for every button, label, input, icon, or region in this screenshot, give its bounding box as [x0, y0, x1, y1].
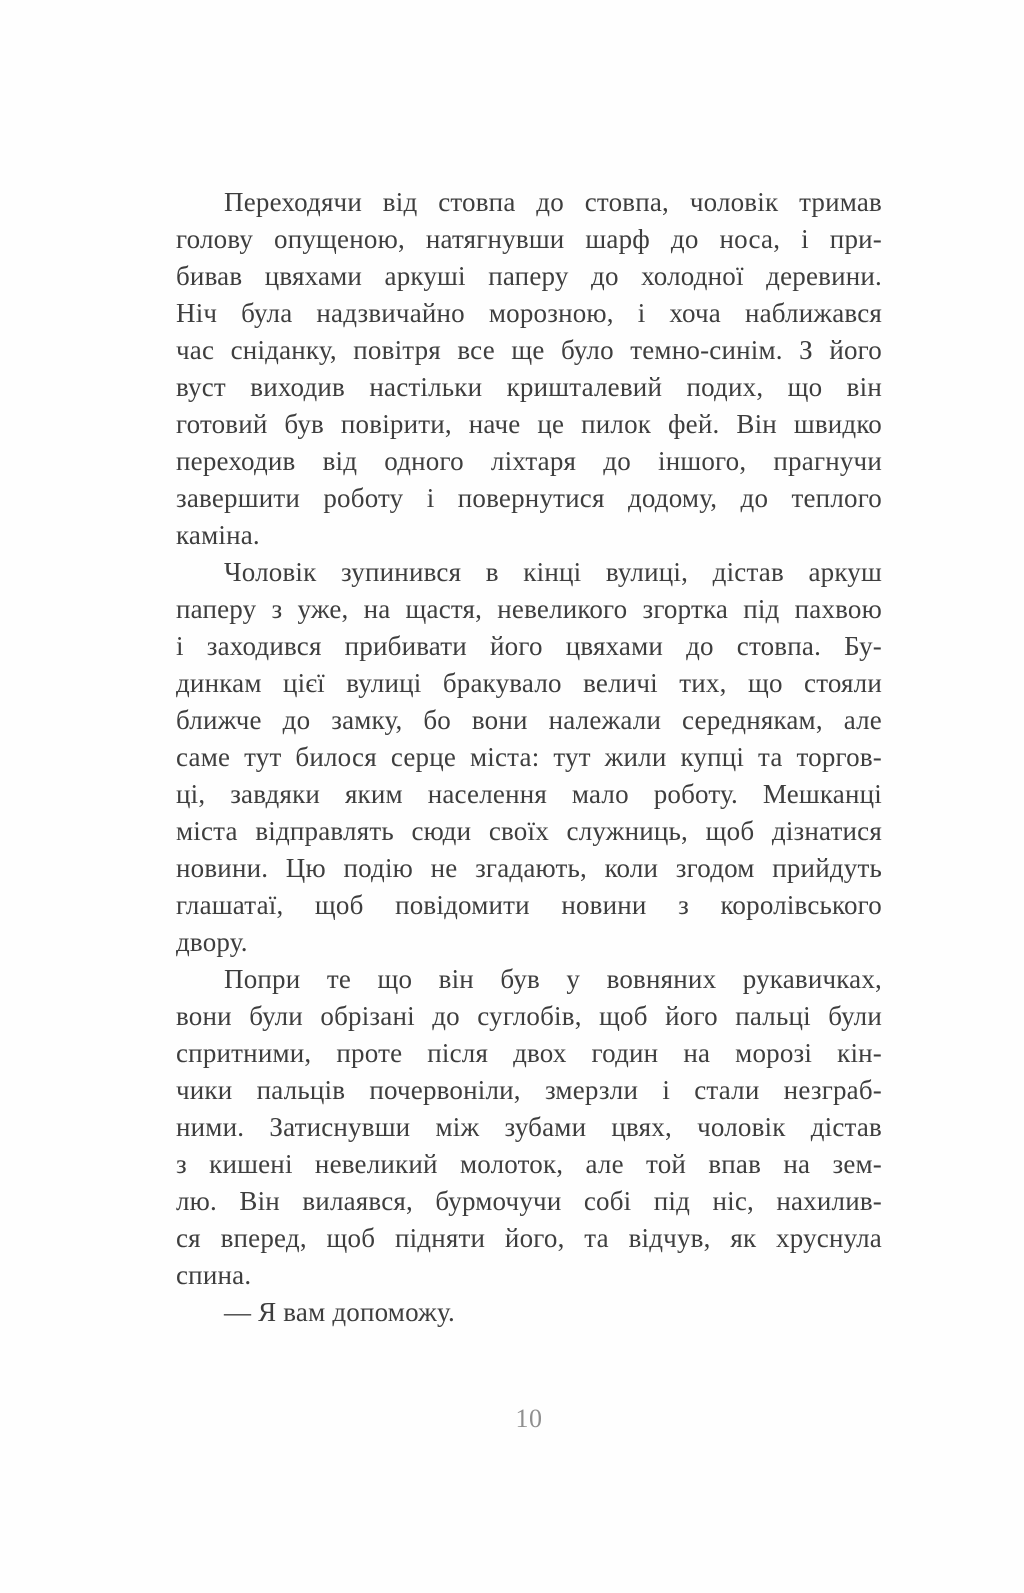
text-line: лю. Він вилаявся, бурмочучи собі під ніс, нахилив- [176, 1186, 882, 1216]
text-line: і заходився прибивати його цвяхами до стовпа. Бу- [176, 631, 882, 661]
page-number: 10 [515, 1404, 543, 1433]
text-line: міста відправлять сюди своїх служниць, щоб дізнатися [176, 816, 882, 846]
text-line: ці, завдяки яким населення мало роботу. Мешканці [176, 779, 882, 809]
text-line: — Я вам допоможу. [224, 1297, 455, 1327]
text-line: паперу з уже, на щастя, невеликого згортка під пахвою [176, 594, 882, 624]
text-line: каміна. [176, 520, 260, 550]
text-line: готовий був повірити, наче це пилок фей. Він швидко [176, 409, 882, 439]
text-line: вуст виходив настільки кришталевий подих, що він [176, 372, 882, 402]
text-line: глашатаї, щоб повідомити новини з королівського [176, 890, 882, 920]
text-line: спина. [176, 1260, 252, 1290]
text-line: ближче до замку, бо вони належали середнякам, але [176, 705, 882, 735]
text-line: Попри те що він був у вовняних рукавичках, [224, 964, 882, 994]
text-block [176, 184, 882, 1331]
text-line: спритними, проте після двох годин на морозі кін- [176, 1038, 882, 1068]
text-line: ними. Затиснувши між зубами цвях, чоловік дістав [176, 1112, 882, 1142]
text-line: саме тут билося серце міста: тут жили купці та торгов- [176, 742, 882, 772]
paragraph [176, 554, 882, 961]
text-line: переходив від одного ліхтаря до іншого, прагнучи [176, 446, 882, 476]
text-line: голову опущеною, натягнувши шарф до носа, і при- [176, 224, 882, 254]
text-line: час сніданку, повітря все ще було темно-синім. З його [176, 335, 882, 365]
text-line: двору. [176, 927, 248, 957]
text-line: динкам цієї вулиці бракувало величі тих, що стояли [176, 668, 882, 698]
text-line: ся вперед, щоб підняти його, та відчув, як хруснула [176, 1223, 882, 1253]
text-line: вони були обрізані до суглобів, щоб його пальці були [176, 1001, 882, 1031]
paragraph [176, 961, 882, 1294]
text-line: новини. Цю подію не згадають, коли згодом прийдуть [176, 853, 882, 883]
paragraph [176, 184, 882, 554]
text-line: Переходячи від стовпа до стовпа, чоловік тримав [224, 187, 882, 217]
text-line: з кишені невеликий молоток, але той впав на зем- [176, 1149, 882, 1179]
text-line: Ніч була надзвичайно морозною, і хоча наближався [176, 298, 882, 328]
paragraph [176, 1294, 882, 1331]
text-line: завершити роботу і повернутися додому, до теплого [176, 483, 882, 513]
text-line: Чоловік зупинився в кінці вулиці, дістав аркуш [224, 557, 882, 587]
text-line: чики пальців почервоніли, змерзли і стали незграб- [176, 1075, 882, 1105]
text-line: бивав цвяхами аркуші паперу до холодної деревини. [176, 261, 882, 291]
